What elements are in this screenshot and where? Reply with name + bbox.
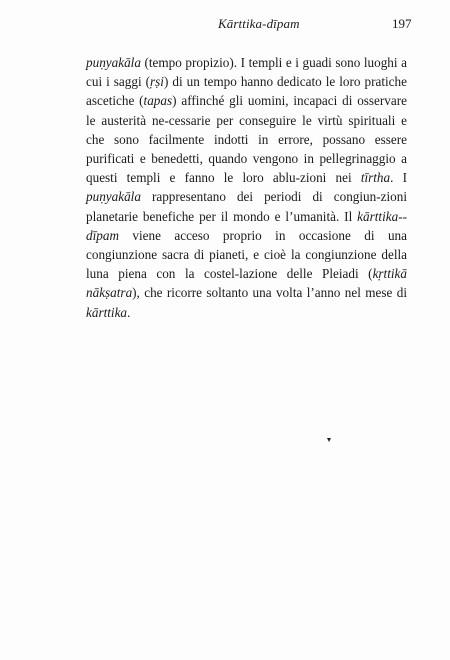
running-header-title: Kārttika-dīpam xyxy=(218,16,300,31)
page-number: 197 xyxy=(392,16,412,31)
text-run: . I xyxy=(390,170,407,186)
text-run: ) affinché gli uomini, incapaci di osservare le austerità ne-cessarie per conseguire le virtù spirituali e che sono facilmente indotti in errore, possano essere purificati e benedetti, quando vengono in pellegrinaggio a questi templi e fanno le loro ablu-zioni nei xyxy=(86,93,407,186)
paragraph xyxy=(86,53,407,322)
italic-term: tīrtha xyxy=(360,170,391,186)
italic-term: puṇyakāla xyxy=(86,55,141,70)
text-run: viene acceso proprio in occasione di una congiunzione sacra di pianeti, e cioè la congiunzione della luna piena con la costel-lazione delle Pleiadi ( xyxy=(86,227,407,282)
italic-term: ṛṣi xyxy=(150,74,164,90)
text-run: (tempo propizio). I templi e i guadi sono luoghi a cui i saggi ( xyxy=(86,55,407,90)
italic-term: kārttika-dīpam xyxy=(86,208,407,243)
italic-term: tapas xyxy=(143,93,173,109)
italic-term: puṇyakāla xyxy=(86,189,141,205)
body-text xyxy=(86,53,407,322)
text-run: rappresentano dei periodi di congiun-zioni planetarie benefiche per il mondo e l’umanità. Il xyxy=(86,189,407,224)
italic-term: kārttika xyxy=(86,304,128,320)
text-run: ), che ricorre soltanto una volta l’anno nel mese di xyxy=(132,285,407,301)
text-run: ) di un tempo hanno dedicato le loro pratiche ascetiche ( xyxy=(86,74,407,109)
print-speck xyxy=(327,438,331,442)
italic-term: kṛttikā nākṣatra xyxy=(86,266,407,301)
text-run: . xyxy=(127,304,131,320)
